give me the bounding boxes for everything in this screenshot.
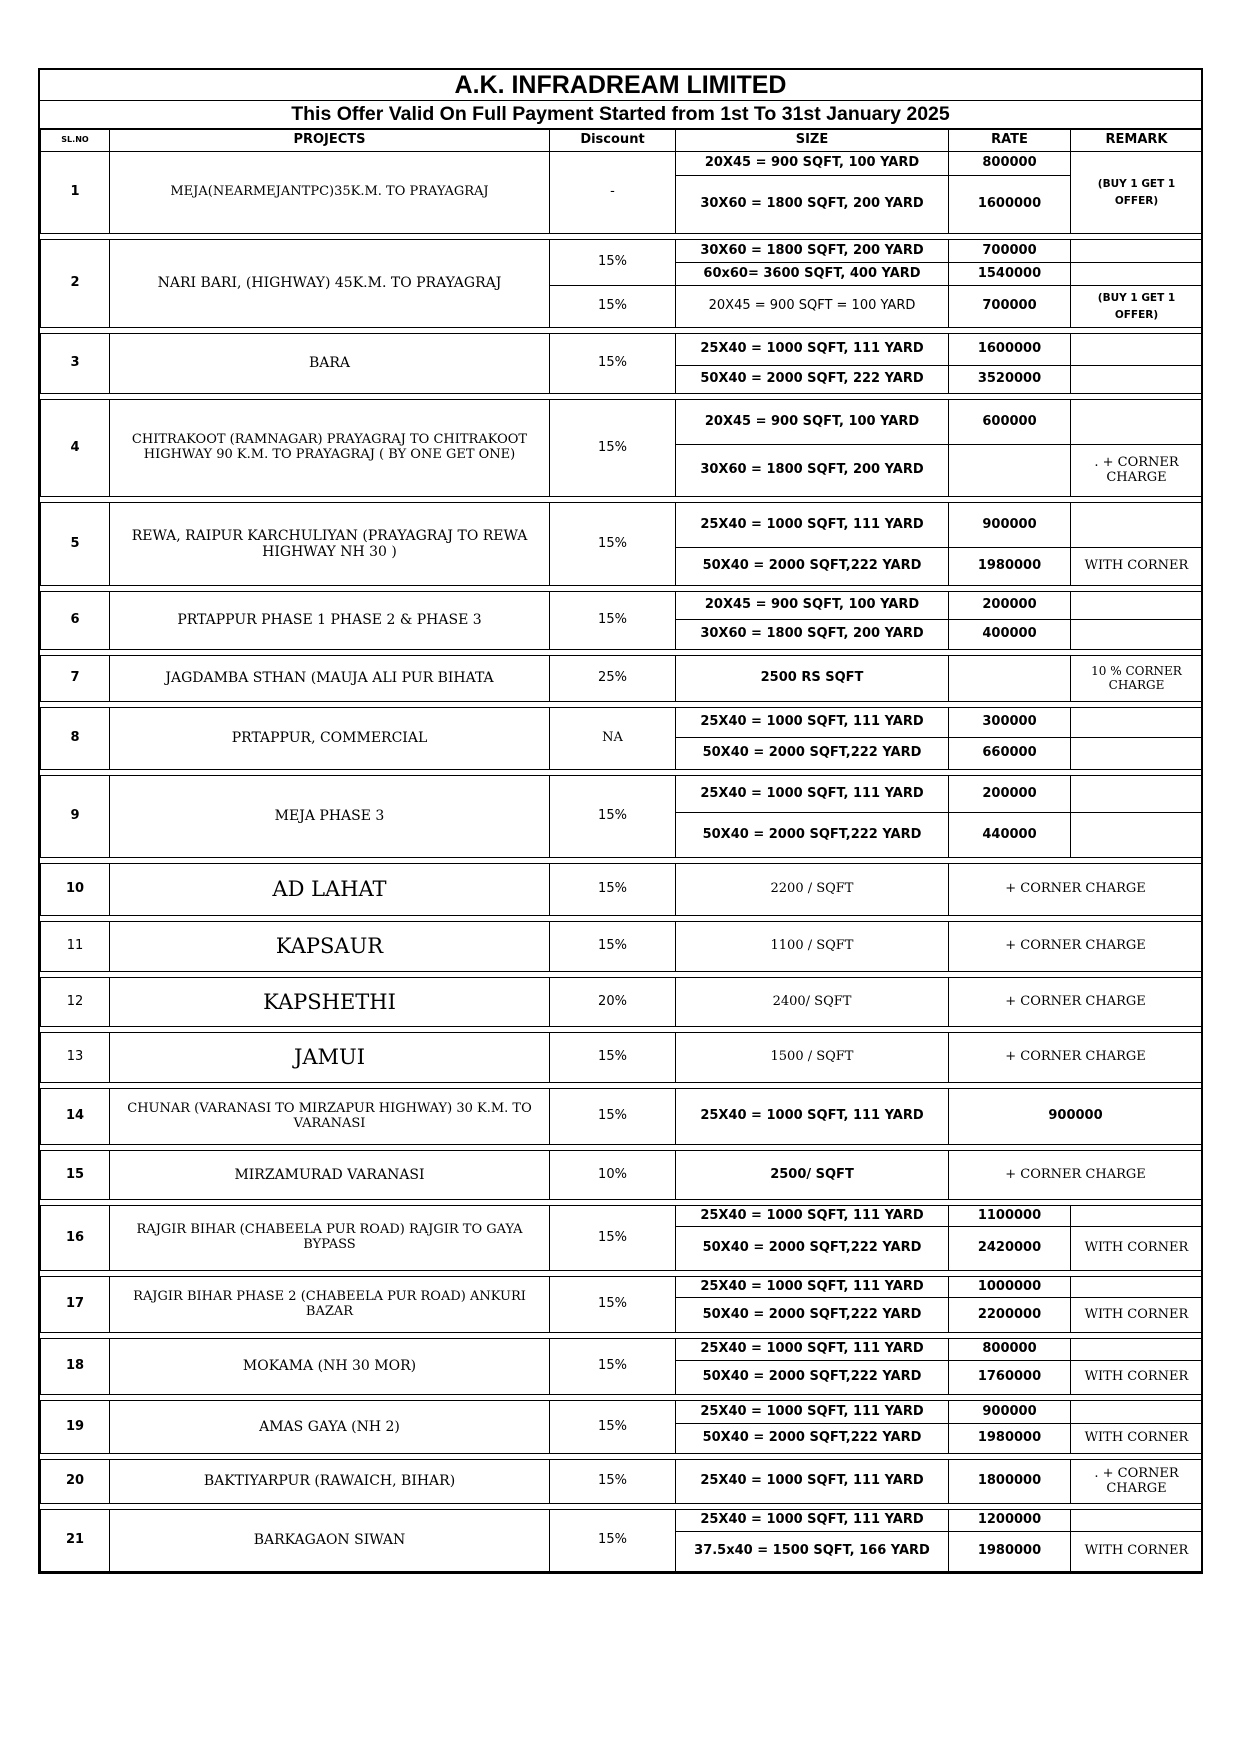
col-header-discount: Discount: [550, 130, 676, 152]
row-sl: 13: [41, 1033, 110, 1083]
table-header-row: [41, 130, 1203, 152]
project-name: RAJGIR BIHAR PHASE 2 (CHABEELA PUR ROAD) ANKURI BAZAR: [110, 1277, 550, 1333]
project-name: MIRZAMURAD VARANASI: [110, 1151, 550, 1200]
discount: 15%: [550, 1401, 676, 1454]
rate: 900000: [949, 503, 1071, 548]
rate: 700000: [949, 286, 1071, 328]
project-name: BAKTIYARPUR (RAWAICH, BIHAR): [110, 1460, 550, 1504]
remark: WITH CORNER: [1071, 1361, 1203, 1395]
discount: 15%: [550, 1277, 676, 1333]
remark: . + CORNER CHARGE: [1071, 445, 1203, 497]
rate: 1200000: [949, 1510, 1071, 1532]
row-sl: 1: [41, 152, 110, 234]
remark-empty: [1071, 1510, 1203, 1532]
discount: 15%: [550, 503, 676, 586]
project-name: JAGDAMBA STHAN (MAUJA ALI PUR BIHATA: [110, 656, 550, 702]
remark: + CORNER CHARGE: [949, 978, 1203, 1027]
remark-empty: [1071, 1206, 1203, 1227]
row-sl: 14: [41, 1089, 110, 1145]
table-row: [41, 400, 1203, 445]
rate: 1980000: [949, 548, 1071, 586]
remark: (BUY 1 GET 1 OFFER): [1071, 286, 1203, 328]
col-header-projects: PROJECTS: [110, 130, 550, 152]
size: 37.5x40 = 1500 SQFT, 166 YARD: [676, 1532, 949, 1572]
discount: 15%: [550, 922, 676, 972]
project-name: JAMUI: [110, 1033, 550, 1083]
rate: 1000000: [949, 1277, 1071, 1298]
discount: 15%: [550, 864, 676, 916]
size: 20X45 = 900 SQFT, 100 YARD: [676, 152, 949, 176]
discount: 15%: [550, 1089, 676, 1145]
rate: 3520000: [949, 366, 1071, 394]
project-name: CHUNAR (VARANASI TO MIRZAPUR HIGHWAY) 30 K.M. TO VARANASI: [110, 1089, 550, 1145]
size: 50X40 = 2000 SQFT,222 YARD: [676, 1298, 949, 1333]
discount: 25%: [550, 656, 676, 702]
row-sl: 15: [41, 1151, 110, 1200]
col-header-size: SIZE: [676, 130, 949, 152]
rate: 1760000: [949, 1361, 1071, 1395]
table-row: [41, 1033, 1203, 1083]
row-sl: 6: [41, 592, 110, 650]
table-row: [41, 503, 1203, 548]
rate: 200000: [949, 776, 1071, 813]
project-name: MEJA PHASE 3: [110, 776, 550, 858]
size: 30X60 = 1800 SQFT, 200 YARD: [676, 240, 949, 263]
col-header-sl: SL.NO: [41, 130, 110, 152]
remark-empty: [1071, 334, 1203, 366]
size: 25X40 = 1000 SQFT, 111 YARD: [676, 1510, 949, 1532]
size: 20X45 = 900 SQFT = 100 YARD: [676, 286, 949, 328]
table-row: [41, 656, 1203, 702]
project-name: RAJGIR BIHAR (CHABEELA PUR ROAD) RAJGIR TO GAYA BYPASS: [110, 1206, 550, 1271]
remark-empty: [1071, 366, 1203, 394]
discount: -: [550, 152, 676, 234]
size: 25X40 = 1000 SQFT, 111 YARD: [676, 1206, 949, 1227]
table-row: [41, 152, 1203, 176]
remark: WITH CORNER: [1071, 1227, 1203, 1271]
remark-empty: [1071, 1339, 1203, 1361]
row-sl: 12: [41, 978, 110, 1027]
size: 1500 / SQFT: [676, 1033, 949, 1083]
col-header-remark: REMARK: [1071, 130, 1203, 152]
project-name: KAPSHETHI: [110, 978, 550, 1027]
remark: WITH CORNER: [1071, 548, 1203, 586]
project-name: MOKAMA (NH 30 MOR): [110, 1339, 550, 1395]
rate: 1800000: [949, 1460, 1071, 1504]
rate: 1980000: [949, 1532, 1071, 1572]
rate: 1100000: [949, 1206, 1071, 1227]
row-sl: 4: [41, 400, 110, 497]
size: 25X40 = 1000 SQFT, 111 YARD: [676, 708, 949, 738]
size: 20X45 = 900 SQFT, 100 YARD: [676, 400, 949, 445]
size: 2500/ SQFT: [676, 1151, 949, 1200]
rate: 1980000: [949, 1424, 1071, 1454]
table-row: [41, 1401, 1203, 1424]
size: 25X40 = 1000 SQFT, 111 YARD: [676, 334, 949, 366]
project-name: PRTAPPUR PHASE 1 PHASE 2 & PHASE 3: [110, 592, 550, 650]
remark-empty: [1071, 708, 1203, 738]
row-sl: 18: [41, 1339, 110, 1395]
remark: + CORNER CHARGE: [949, 922, 1203, 972]
remark-empty: [1071, 263, 1203, 286]
table-row: [41, 776, 1203, 813]
size: 50X40 = 2000 SQFT,222 YARD: [676, 738, 949, 770]
size: 30X60 = 1800 SQFT, 200 YARD: [676, 445, 949, 497]
size: 50X40 = 2000 SQFT,222 YARD: [676, 1227, 949, 1271]
row-sl: 21: [41, 1510, 110, 1572]
rate: 1600000: [949, 334, 1071, 366]
table-row: [41, 1089, 1203, 1145]
remark-empty: [1071, 776, 1203, 813]
remark: WITH CORNER: [1071, 1298, 1203, 1333]
size: 2400/ SQFT: [676, 978, 949, 1027]
project-name: PRTAPPUR, COMMERCIAL: [110, 708, 550, 770]
table-row: [41, 1460, 1203, 1504]
remark-empty: [1071, 400, 1203, 445]
project-name: AMAS GAYA (NH 2): [110, 1401, 550, 1454]
rate: 300000: [949, 708, 1071, 738]
discount: 15%: [550, 334, 676, 394]
col-header-rate: RATE: [949, 130, 1071, 152]
remark: 10 % CORNER CHARGE: [1071, 656, 1203, 702]
size: 20X45 = 900 SQFT, 100 YARD: [676, 592, 949, 620]
remark-empty: [1071, 620, 1203, 650]
remark: . + CORNER CHARGE: [1071, 1460, 1203, 1504]
row-sl: 5: [41, 503, 110, 586]
remark-empty: [1071, 738, 1203, 770]
rate: 440000: [949, 813, 1071, 858]
project-name: MEJA(NEARMEJANTPC)35K.M. TO PRAYAGRAJ: [110, 152, 550, 234]
rate: 800000: [949, 152, 1071, 176]
remark: WITH CORNER: [1071, 1532, 1203, 1572]
rate-empty: [949, 656, 1071, 702]
size: 2200 / SQFT: [676, 864, 949, 916]
size: 25X40 = 1000 SQFT, 111 YARD: [676, 1460, 949, 1504]
rate: 800000: [949, 1339, 1071, 1361]
project-name: REWA, RAIPUR KARCHULIYAN (PRAYAGRAJ TO REWA HIGHWAY NH 30 ): [110, 503, 550, 586]
rate: 400000: [949, 620, 1071, 650]
size: 30X60 = 1800 SQFT, 200 YARD: [676, 620, 949, 650]
rate: 200000: [949, 592, 1071, 620]
project-name: NARI BARI, (HIGHWAY) 45K.M. TO PRAYAGRAJ: [110, 240, 550, 328]
row-sl: 9: [41, 776, 110, 858]
table-row: [41, 1151, 1203, 1200]
table-row: [41, 592, 1203, 620]
project-name: BARKAGAON SIWAN: [110, 1510, 550, 1572]
discount: 15%: [550, 240, 676, 286]
size: 25X40 = 1000 SQFT, 111 YARD: [676, 776, 949, 813]
remark: + CORNER CHARGE: [949, 1033, 1203, 1083]
offer-sheet: [38, 68, 1203, 1574]
rate: 2420000: [949, 1227, 1071, 1271]
offer-subtitle: This Offer Valid On Full Payment Started from 1st To 31st January 2025: [40, 101, 1201, 129]
rate: [949, 445, 1071, 497]
size: 50X40 = 2000 SQFT,222 YARD: [676, 1424, 949, 1454]
discount: NA: [550, 708, 676, 770]
table-row: [41, 1206, 1203, 1227]
company-title: A.K. INFRADREAM LIMITED: [40, 70, 1201, 101]
table-row: [41, 1510, 1203, 1532]
project-name: BARA: [110, 334, 550, 394]
project-name: AD LAHAT: [110, 864, 550, 916]
size: 30X60 = 1800 SQFT, 200 YARD: [676, 176, 949, 234]
table-row: [41, 240, 1203, 263]
remark-empty: [1071, 240, 1203, 263]
table-row: [41, 864, 1203, 916]
size: 25X40 = 1000 SQFT, 111 YARD: [676, 1277, 949, 1298]
remark-empty: [1071, 503, 1203, 548]
size: 50X40 = 2000 SQFT,222 YARD: [676, 548, 949, 586]
row-sl: 17: [41, 1277, 110, 1333]
discount: 15%: [550, 1206, 676, 1271]
size: 2500 RS SQFT: [676, 656, 949, 702]
rate: 600000: [949, 400, 1071, 445]
discount: 10%: [550, 1151, 676, 1200]
row-sl: 7: [41, 656, 110, 702]
discount: 15%: [550, 400, 676, 497]
row-sl: 10: [41, 864, 110, 916]
discount: 15%: [550, 1339, 676, 1395]
remark-empty: [1071, 1277, 1203, 1298]
rate: 700000: [949, 240, 1071, 263]
discount: 15%: [550, 286, 676, 328]
size: 25X40 = 1000 SQFT, 111 YARD: [676, 1089, 949, 1145]
projects-table: [40, 129, 1203, 1572]
row-sl: 8: [41, 708, 110, 770]
discount: 15%: [550, 592, 676, 650]
rate: 1540000: [949, 263, 1071, 286]
project-name: KAPSAUR: [110, 922, 550, 972]
discount: 20%: [550, 978, 676, 1027]
rate: 660000: [949, 738, 1071, 770]
remark: WITH CORNER: [1071, 1424, 1203, 1454]
size: 25X40 = 1000 SQFT, 111 YARD: [676, 1401, 949, 1424]
table-row: [41, 1277, 1203, 1298]
row-sl: 16: [41, 1206, 110, 1271]
size: 50X40 = 2000 SQFT,222 YARD: [676, 813, 949, 858]
table-row: [41, 708, 1203, 738]
table-row: [41, 334, 1203, 366]
size: 50X40 = 2000 SQFT,222 YARD: [676, 1361, 949, 1395]
discount: 15%: [550, 1460, 676, 1504]
table-row: [41, 922, 1203, 972]
row-sl: 19: [41, 1401, 110, 1454]
rate: 900000: [949, 1089, 1203, 1145]
remark: + CORNER CHARGE: [949, 864, 1203, 916]
remark: (BUY 1 GET 1 OFFER): [1071, 152, 1203, 234]
project-name: CHITRAKOOT (RAMNAGAR) PRAYAGRAJ TO CHITRAKOOT HIGHWAY 90 K.M. TO PRAYAGRAJ ( BY ONE GET ONE): [110, 400, 550, 497]
row-sl: 20: [41, 1460, 110, 1504]
size: 1100 / SQFT: [676, 922, 949, 972]
rate: 1600000: [949, 176, 1071, 234]
size: 50X40 = 2000 SQFT, 222 YARD: [676, 366, 949, 394]
discount: 15%: [550, 776, 676, 858]
remark-empty: [1071, 1401, 1203, 1424]
discount: 15%: [550, 1033, 676, 1083]
discount: 15%: [550, 1510, 676, 1572]
remark-empty: [1071, 813, 1203, 858]
table-row: [41, 1339, 1203, 1361]
row-sl: 3: [41, 334, 110, 394]
size: 25X40 = 1000 SQFT, 111 YARD: [676, 1339, 949, 1361]
row-sl: 11: [41, 922, 110, 972]
row-sl: 2: [41, 240, 110, 328]
remark-empty: [1071, 592, 1203, 620]
remark: + CORNER CHARGE: [949, 1151, 1203, 1200]
table-row: [41, 978, 1203, 1027]
rate: 2200000: [949, 1298, 1071, 1333]
size: 60x60= 3600 SQFT, 400 YARD: [676, 263, 949, 286]
rate: 900000: [949, 1401, 1071, 1424]
size: 25X40 = 1000 SQFT, 111 YARD: [676, 503, 949, 548]
